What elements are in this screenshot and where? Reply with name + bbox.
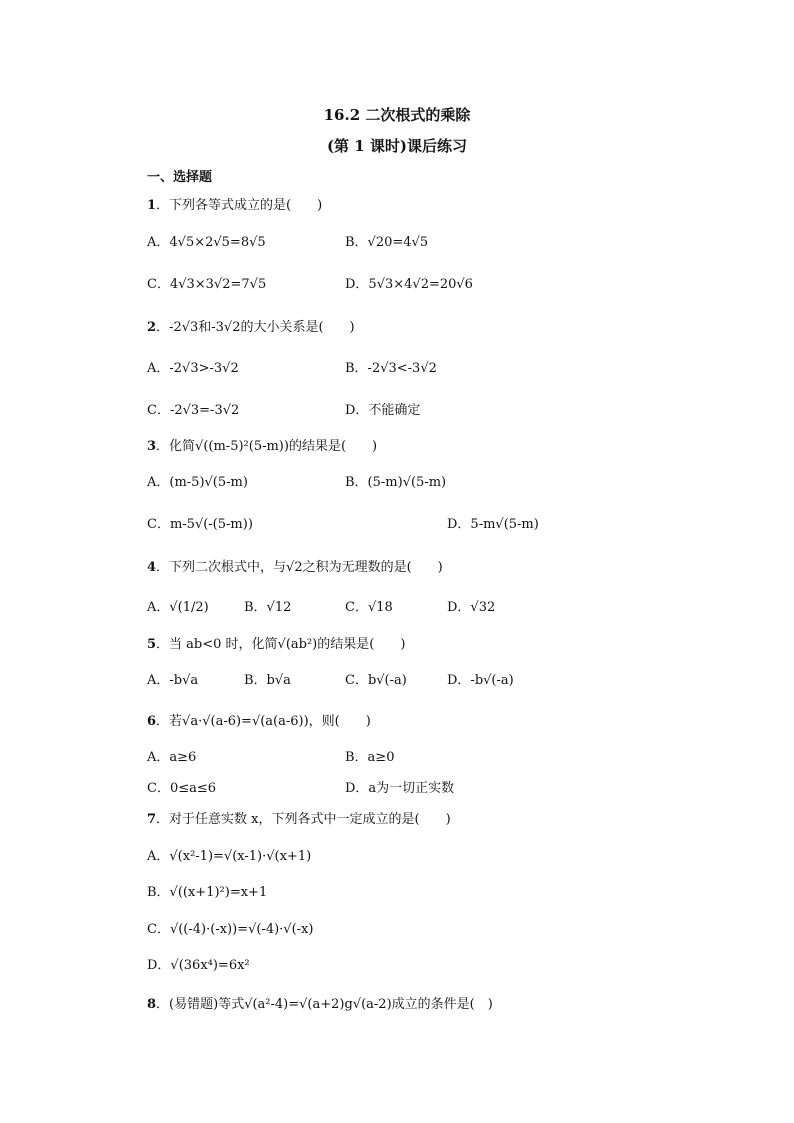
q4-option-a: A．√(1/2) <box>147 600 209 615</box>
q6-option-d: D．a为一切正实数 <box>345 781 455 796</box>
question-number: 5 <box>147 637 157 652</box>
q1-option-c: C．4√3×3√2=7√5 <box>147 277 267 292</box>
q5-option-a: A．-b√a <box>147 673 199 688</box>
q2-option-c: C．-2√3=-3√2 <box>147 403 240 418</box>
q7-option-b: B．√((x+1)²)=x+1 <box>147 885 268 900</box>
q3-option-d: D．5-m√(5-m) <box>447 517 539 532</box>
question-stem: ．下列各等式成立的是( ) <box>156 198 323 213</box>
q2-option-a: A．-2√3>-3√2 <box>147 361 239 376</box>
q7-option-a: A．√(x²-1)=√(x-1)·√(x+1) <box>147 849 312 864</box>
q3-option-a: A．(m-5)√(5-m) <box>147 475 248 490</box>
question-2 <box>147 319 355 337</box>
question-number: 8 <box>147 997 157 1012</box>
question-1 <box>147 197 322 215</box>
q4-option-d: D．√32 <box>447 600 496 615</box>
question-stem: ．化简√((m-5)²(5-m))的结果是( ) <box>156 439 378 454</box>
q1-option-a: A．4√5×2√5=8√5 <box>147 235 266 250</box>
question-3 <box>147 438 377 456</box>
q1-option-b: B．√20=4√5 <box>345 235 429 250</box>
q5-option-c: C．b√(-a) <box>345 673 407 688</box>
q5-option-d: D．-b√(-a) <box>447 673 514 688</box>
q7-option-c: C．√((-4)·(-x))=√(-4)·√(-x) <box>147 922 314 937</box>
q6-option-b: B．a≥0 <box>345 750 395 765</box>
section-heading: 一、选择题 <box>147 170 213 185</box>
question-number: 4 <box>147 560 157 575</box>
q5-option-b: B．b√a <box>244 673 291 688</box>
q3-option-b: B．(5-m)√(5-m) <box>345 475 447 490</box>
q1-option-d: D．5√3×4√2=20√6 <box>345 277 473 292</box>
question-stem: ．当 ab<0 时，化简√(ab²)的结果是( ) <box>156 637 406 652</box>
q7-option-d: D．√(36x⁴)=6x² <box>147 958 250 973</box>
question-number: 6 <box>147 714 157 729</box>
question-7 <box>147 811 451 829</box>
question-4 <box>147 559 443 577</box>
question-number: 1 <box>147 198 157 213</box>
q4-option-b: B．√12 <box>244 600 292 615</box>
question-number: 7 <box>147 812 157 827</box>
q6-option-c: C．0≤a≤6 <box>147 781 217 796</box>
q4-option-c: C．√18 <box>345 600 393 615</box>
q2-option-b: B．-2√3<-3√2 <box>345 361 437 376</box>
question-number: 2 <box>147 320 157 335</box>
question-8 <box>147 996 493 1014</box>
question-stem: ．若√a·√(a-6)=√(a(a-6))，则( ) <box>156 714 371 729</box>
q3-option-c: C．m-5√(-(5-m)) <box>147 517 253 532</box>
question-stem: ．(易错题)等式√(a²-4)=√(a+2)g√(a-2)成立的条件是( ) <box>156 997 493 1012</box>
question-stem: ．下列二次根式中，与√2之积为无理数的是( ) <box>156 560 443 575</box>
question-6 <box>147 713 371 731</box>
q6-option-a: A．a≥6 <box>147 750 197 765</box>
question-stem: ．-2√3和-3√2的大小关系是( ) <box>156 320 355 335</box>
question-stem: ．对于任意实数 x，下列各式中一定成立的是( ) <box>156 812 451 827</box>
question-5 <box>147 636 405 654</box>
q2-option-d: D．不能确定 <box>345 403 421 418</box>
question-number: 3 <box>147 439 157 454</box>
page-title: 16.2 二次根式的乘除 <box>323 106 471 124</box>
page-subtitle: (第 1 课时)课后练习 <box>326 137 468 155</box>
